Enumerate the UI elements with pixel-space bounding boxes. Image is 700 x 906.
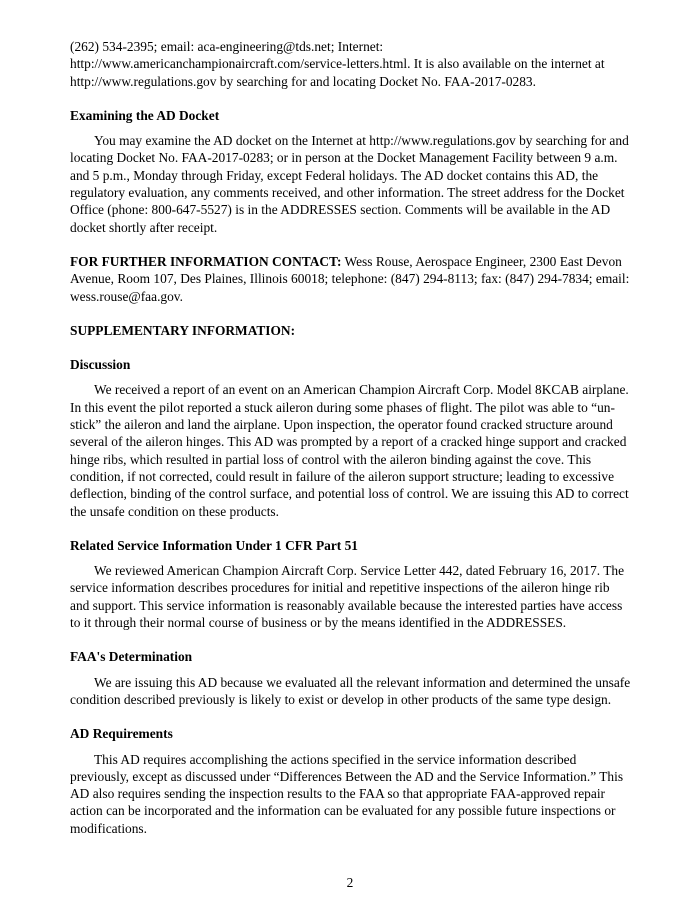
page-number: 2 xyxy=(346,875,354,890)
intro-paragraph: (262) 534-2395; email: aca-engineering@tds.net; Internet: http://www.americanchampionaircraft.com/service-letters.html. It is also available on the internet at http://www.regulations.gov by searching for and locating Docket No. FAA-2017-0283. xyxy=(70,39,605,89)
faa-determination-paragraph: We are issuing this AD because we evaluated all the relevant information and determined the unsafe condition described previously is likely to exist or develop in other products of the same type design. xyxy=(70,674,631,707)
faa-determination-heading: FAA's Determination xyxy=(70,649,193,665)
examining-docket-heading: Examining the AD Docket xyxy=(70,107,220,123)
ad-requirements-paragraph: This AD requires accomplishing the actions specified in the service information described previously, except as discussed under “Differences Between the AD and the Service Information.” This AD also requires sending the inspection results to the FAA so that appropriate FAA-approved repair action can be incorporated and the information can be evaluated for any possible future inspections or modifications. xyxy=(70,751,624,836)
examining-docket-paragraph: You may examine the AD docket on the Internet at http://www.regulations.gov by searching for and locating Docket No. FAA-2017-0283; or in person at the Docket Management Facility between 9 a.m. and 5 p.m., Monday through Friday, except Federal holidays. The AD docket contains this AD, the regulatory evaluation, any comments received, and other information. The street address for the Docket Office (phone: 800-647-5527) is in the ADDRESSES section. Comments will be available in the AD docket shortly after receipt. xyxy=(70,133,629,235)
discussion-heading: Discussion xyxy=(70,357,131,373)
examining-docket-section xyxy=(70,107,632,236)
contact-text: Wess Rouse, Aerospace Engineer, 2300 East Devon Avenue, Room 107, Des Plaines, Illinois 60018; telephone: (847) 294-8113; fax: (847) 294-7834; email: wess.rouse@faa.gov. xyxy=(70,253,630,304)
further-information-contact xyxy=(70,253,632,305)
ad-requirements-section xyxy=(70,725,632,837)
contact-label: FOR FURTHER INFORMATION CONTACT: xyxy=(70,253,342,269)
related-service-heading: Related Service Information Under 1 CFR Part 51 xyxy=(70,537,358,553)
faa-determination-section xyxy=(70,648,632,708)
ad-requirements-heading: AD Requirements xyxy=(70,726,173,742)
document-page xyxy=(70,38,632,854)
related-service-paragraph: We reviewed American Champion Aircraft Corp. Service Letter 442, dated February 16, 2017. The service information describes procedures for initial and repetitive inspections of the aileron hinge rib and support. This service information is reasonably available because the interested parties have access to it through their normal course of business or by the means identified in the ADDRESSES. xyxy=(70,563,625,631)
supplementary-information-heading: SUPPLEMENTARY INFORMATION: xyxy=(70,322,296,338)
discussion-section xyxy=(70,356,632,520)
related-service-section xyxy=(70,537,632,631)
discussion-paragraph: We received a report of an event on an American Champion Aircraft Corp. Model 8KCAB airplane. In this event the pilot reported a stuck aileron during some phases of flight. The pilot was able to “un-stick” the aileron and land the airplane. Upon inspection, the operator found cracked structure around several of the aileron hinges. This AD was prompted by a report of a cracked hinge support and cracked hinge ribs, which resulted in partial loss of control with the aileron binding against the cove. This condition, if not corrected, could result in failure of the aileron support structure; leading to excessive deflection, binding of the control surface, and potential loss of control. We are issuing this AD to correct the unsafe condition on these products. xyxy=(70,382,629,519)
